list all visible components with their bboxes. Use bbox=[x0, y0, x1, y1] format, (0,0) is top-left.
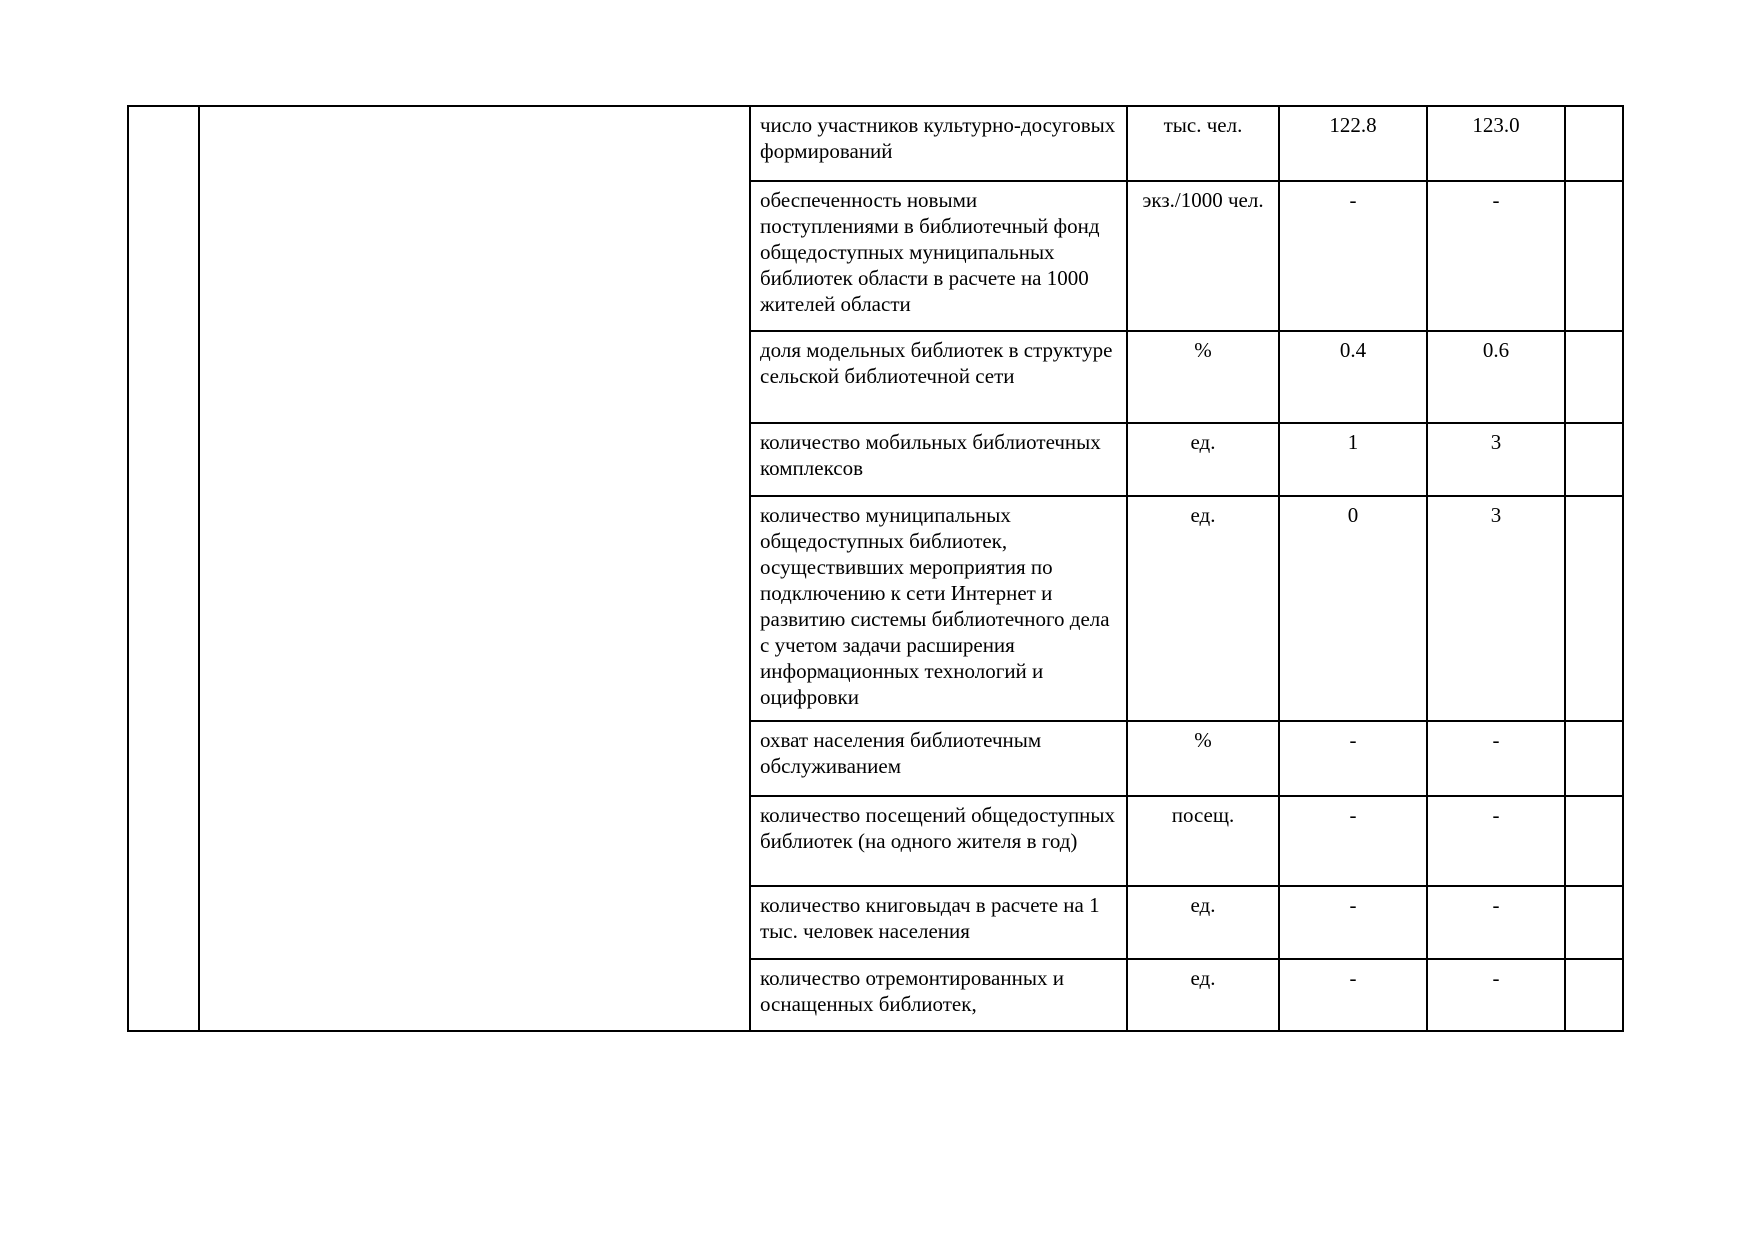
unit-cell: ед. bbox=[1127, 886, 1279, 959]
table-row bbox=[128, 106, 1623, 181]
value-cell: 1 bbox=[1279, 423, 1427, 496]
cut-cell bbox=[1565, 959, 1623, 1031]
indicator-cell: количество мобильных библиотечных комплексов bbox=[750, 423, 1127, 496]
indicator-cell: количество муниципальных общедоступных библиотек, осуществивших мероприятия по подключению к сети Интернет и развитию системы библиотечного дела с учетом задачи расширения информационных технологий и оцифровки bbox=[750, 496, 1127, 721]
value-cell: - bbox=[1427, 721, 1565, 796]
indicator-cell: обеспеченность новыми поступлениями в библиотечный фонд общедоступных муниципальных библиотек области в расчете на 1000 жителей области bbox=[750, 181, 1127, 331]
value-cell: 0.4 bbox=[1279, 331, 1427, 423]
value-cell: 123.0 bbox=[1427, 106, 1565, 181]
value-cell: - bbox=[1279, 796, 1427, 886]
unit-cell: ед. bbox=[1127, 496, 1279, 721]
value-cell: - bbox=[1279, 721, 1427, 796]
value-cell: - bbox=[1279, 959, 1427, 1031]
unit-cell: ед. bbox=[1127, 959, 1279, 1031]
cut-cell bbox=[1565, 181, 1623, 331]
indicator-cell: количество книговыдач в расчете на 1 тыс. человек населения bbox=[750, 886, 1127, 959]
empty-cell-program bbox=[199, 106, 750, 1031]
unit-cell: % bbox=[1127, 331, 1279, 423]
unit-cell: посещ. bbox=[1127, 796, 1279, 886]
value-cell: - bbox=[1427, 796, 1565, 886]
value-cell: 0 bbox=[1279, 496, 1427, 721]
cut-cell bbox=[1565, 796, 1623, 886]
value-cell: - bbox=[1427, 181, 1565, 331]
unit-cell: % bbox=[1127, 721, 1279, 796]
unit-cell: тыс. чел. bbox=[1127, 106, 1279, 181]
indicator-cell: количество отремонтированных и оснащенных библиотек, bbox=[750, 959, 1127, 1031]
indicator-cell: доля модельных библиотек в структуре сельской библиотечной сети bbox=[750, 331, 1127, 423]
value-cell: 3 bbox=[1427, 423, 1565, 496]
empty-cell-left bbox=[128, 106, 199, 1031]
cut-cell bbox=[1565, 496, 1623, 721]
unit-cell: ед. bbox=[1127, 423, 1279, 496]
value-cell: - bbox=[1427, 959, 1565, 1031]
value-cell: - bbox=[1427, 886, 1565, 959]
value-cell: - bbox=[1279, 181, 1427, 331]
cut-cell bbox=[1565, 423, 1623, 496]
indicator-cell: количество посещений общедоступных библиотек (на одного жителя в год) bbox=[750, 796, 1127, 886]
indicator-cell: охват населения библиотечным обслуживанием bbox=[750, 721, 1127, 796]
value-cell: 3 bbox=[1427, 496, 1565, 721]
cut-cell bbox=[1565, 106, 1623, 181]
indicator-cell: число участников культурно-досуговых формирований bbox=[750, 106, 1127, 181]
cut-cell bbox=[1565, 721, 1623, 796]
unit-cell: экз./1000 чел. bbox=[1127, 181, 1279, 331]
indicators-table bbox=[127, 105, 1624, 1032]
value-cell: - bbox=[1279, 886, 1427, 959]
value-cell: 122.8 bbox=[1279, 106, 1427, 181]
cut-cell bbox=[1565, 886, 1623, 959]
cut-cell bbox=[1565, 331, 1623, 423]
value-cell: 0.6 bbox=[1427, 331, 1565, 423]
